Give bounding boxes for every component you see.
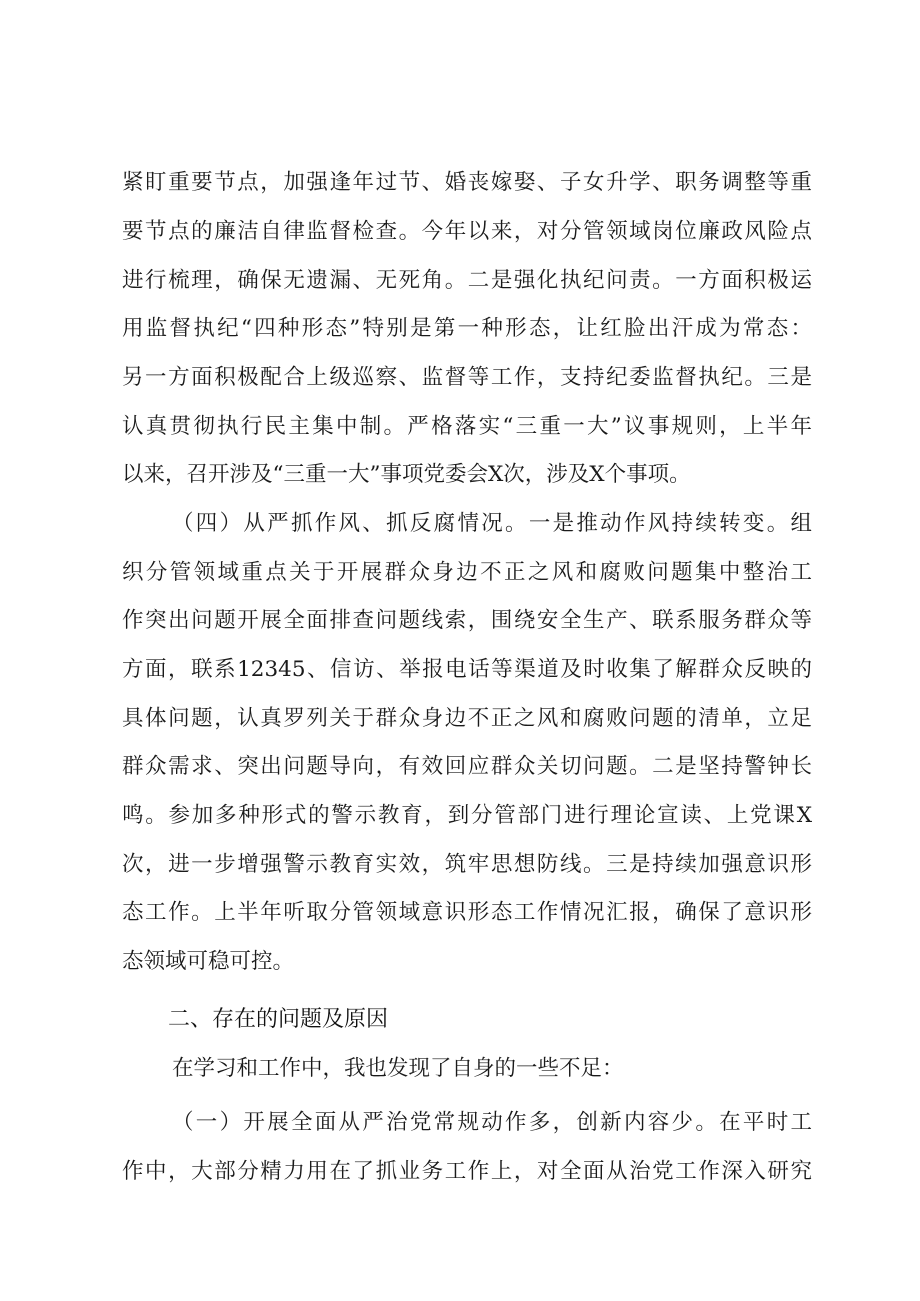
paragraph-2-line-2: 织分管领域重点关于开展群众身边不正之风和腐败问题集中整治工 [122,560,812,585]
paragraph-1-line-7: 以来，召开涉及“三重一大”事项党委会X次，涉及X个事项。 [122,462,691,487]
paragraph-1-line-4: 用监督执纪“四种形态”特别是第一种形态，让红脸出汗成为常态： [122,316,812,341]
paragraph-1-line-5: 另一方面积极配合上级巡察、监督等工作，支持纪委监督执纪。三是 [122,365,812,390]
paragraph-2-line-6: 群众需求、突出问题导向，有效回应群众关切问题。二是坚持警钟长 [122,754,812,779]
paragraph-3-line-2: 作中，大部分精力用在了抓业务工作上，对全面从治党工作深入研究 [122,1159,812,1184]
paragraph-2-line-4: 方面，联系12345、信访、举报电话等渠道及时收集了解群众反映的 [122,657,812,682]
paragraph-2-line-1: （四）从严抓作风、抓反腐情况。一是推动作风持续转变。组 [172,511,812,536]
paragraph-2-line-9: 态工作。上半年听取分管领域意识形态工作情况汇报，确保了意识形 [122,900,812,925]
paragraph-3-line-1: （一）开展全面从严治党常规动作多，创新内容少。在平时工 [172,1110,812,1135]
paragraph-1-line-1: 紧盯重要节点，加强逢年过节、婚丧嫁娶、子女升学、职务调整等重 [122,170,812,195]
section-heading: 二、存在的问题及原因 [168,1007,389,1032]
paragraph-1-line-2: 要节点的廉洁自律监督检查。今年以来，对分管领域岗位廉政风险点 [122,219,812,244]
paragraph-2-line-8: 次，进一步增强警示教育实效，筑牢思想防线。三是持续加强意识形 [122,852,812,877]
paragraph-1-line-6: 认真贯彻执行民主集中制。严格落实“三重一大”议事规则，上半年 [122,414,812,439]
paragraph-2-line-10: 态领域可稳可控。 [122,949,295,974]
paragraph-2-line-3: 作突出问题开展全面排查问题线索，围绕安全生产、联系服务群众等 [122,608,812,633]
paragraph-1-line-3: 进行梳理，确保无遗漏、无死角。二是强化执纪问责。一方面积极运 [122,268,812,293]
paragraph-2-line-5: 具体问题，认真罗列关于群众身边不正之风和腐败问题的清单，立足 [122,706,812,731]
intro-line: 在学习和工作中，我也发现了自身的一些不足： [172,1056,624,1081]
paragraph-2-line-7: 鸣。参加多种形式的警示教育，到分管部门进行理论宣读、上党课X [122,803,812,828]
